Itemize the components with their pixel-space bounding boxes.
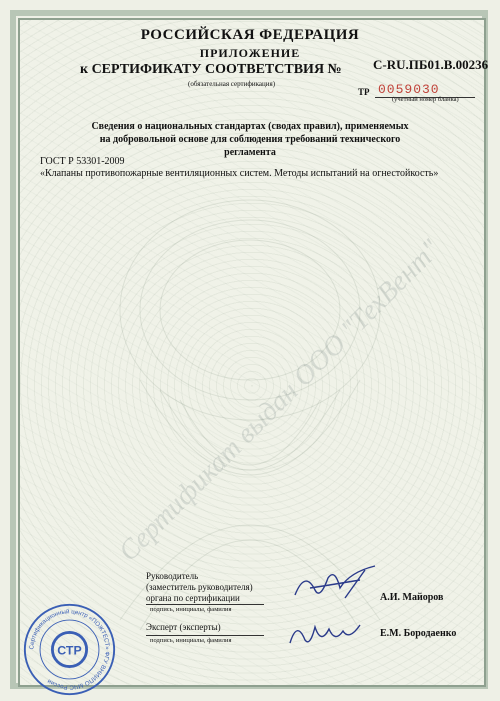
head-label <box>146 571 253 604</box>
certificate-line: к СЕРТИФИКАТУ СООТВЕТСТВИЯ № <box>80 62 342 77</box>
official-stamp <box>22 602 117 697</box>
head-signature-line <box>146 604 264 605</box>
head-hint: подпись, инициалы, фамилия <box>150 606 232 613</box>
stamp-center-text: СТР <box>57 643 82 658</box>
tp-label: ТР <box>358 87 370 97</box>
expert-name: Е.М. Бородаенко <box>380 628 457 639</box>
head-signature <box>290 560 380 605</box>
stamp-ring-text: Сертификационный центр «ПОЖТЕСТ» ФГУ ВНИИПО МЧС России <box>28 608 111 691</box>
blank-number: 0059030 <box>378 82 440 97</box>
appendix-title: ПРИЛОЖЕНИЕ <box>199 46 301 60</box>
section-heading <box>75 120 425 159</box>
heading-line-2: на добровольной основе для соблюдения требований технического регламента <box>99 134 401 158</box>
expert-hint: подпись, инициалы, фамилия <box>150 637 232 644</box>
gost-title: «Клапаны противопожарные вентиляционных систем. Методы испытаний на огнестойкость» <box>40 168 439 179</box>
head-label-line-1: Руководитель <box>146 571 199 581</box>
blank-number-note: (учетный номер бланка) <box>392 96 459 103</box>
certificate-number: С-RU.ПБ01.В.00236 <box>373 57 489 72</box>
mandatory-note: (обязательная сертификация) <box>188 80 276 88</box>
gost-code: ГОСТ Р 53301-2009 <box>40 156 125 167</box>
expert-signature-line <box>146 635 264 636</box>
heading-line-1: Сведения о национальных стандартах (сводах правил), применяемых <box>91 121 409 132</box>
head-label-line-3: органа по сертификации <box>146 593 240 603</box>
expert-signature <box>285 615 365 650</box>
country-title: РОССИЙСКАЯ ФЕДЕРАЦИЯ <box>140 27 360 43</box>
head-name: А.И. Майоров <box>380 592 444 603</box>
head-label-line-2: (заместитель руководителя) <box>146 582 253 592</box>
watermark-text: Сертификат выдан ООО "ТехВент" <box>112 233 447 568</box>
expert-label: Эксперт (эксперты) <box>146 622 221 632</box>
